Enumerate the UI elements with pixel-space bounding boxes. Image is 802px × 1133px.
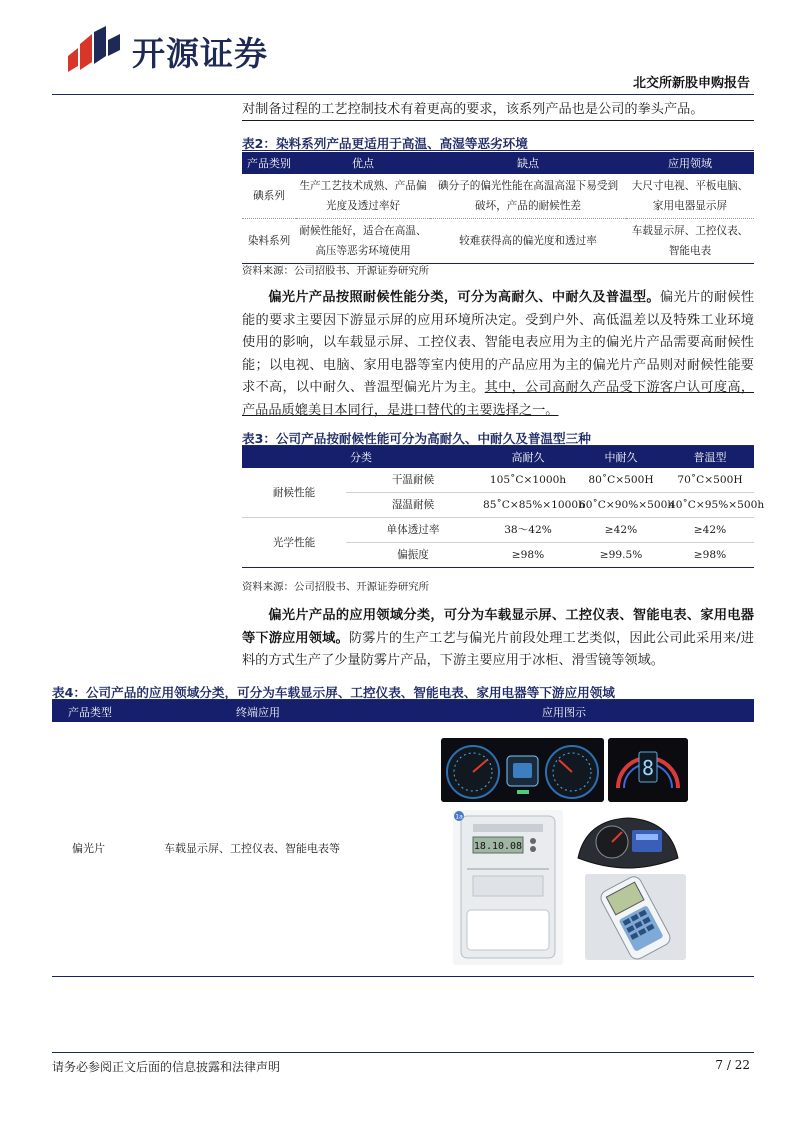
table3-header: 分类 [242, 446, 480, 468]
table2-title-rule [242, 150, 754, 151]
table4-terminal-application: 车载显示屏、工控仪表、智能电表等 [164, 842, 340, 855]
table-row [242, 468, 754, 493]
table-row [242, 219, 754, 264]
motorcycle-meter-image [572, 810, 684, 872]
table-cell: 较难获得高的偏光度和透过率 [430, 219, 626, 264]
table4-header: 应用图示 [542, 706, 586, 719]
cluster-digit: 8 [641, 756, 655, 780]
car-dashboard-image [441, 738, 604, 802]
table4-title: 表4：公司产品的应用领域分类，可分为车载显示屏、工控仪表、智能电表、家用电器等下游应用领域 [52, 685, 615, 700]
intro-text: 对制备过程的工艺控制技术有着更高的要求，该系列产品也是公司的拳头产品。 [242, 102, 704, 117]
table-cell: ≥98% [480, 543, 576, 568]
handheld-terminal-image [585, 874, 686, 960]
table-row [242, 174, 754, 219]
paragraph-body: 防雾片的生产工艺与偏光片前段处理工艺类似，因此公司此采用来/进料的方式生产了少量防雾片产品，下游主要应用于冰柜、滑雪镜等领域。 [242, 630, 754, 668]
meter-badge-text: 1a [455, 813, 463, 821]
paragraph-body: 偏光片的耐候性能的要求主要因下游显示屏的应用环境所决定。受到户外、高低温差以及特殊工业环境使用的影响，以车载显示屏、工控仪表、智能电表应用为主的偏光片产品需要高耐候性能；以电视、电脑、家用电器等室内使用的产品应用为主的偏光片产品则对耐候性能要求不高，以中耐久、普温型偏光片为主。 [242, 290, 755, 395]
paragraph-lead: 偏光片产品按照耐候性能分类，可分为高耐久、中耐久及普温型。 [268, 290, 660, 305]
meter-reading: 18.10.08 [473, 841, 523, 852]
table-cell: 偏振度 [346, 543, 480, 568]
table3 [242, 446, 765, 568]
table2-header: 优点 [296, 152, 430, 174]
table-cell: 40˚C×95%×500h [666, 493, 754, 518]
table-cell: 干温耐候 [346, 468, 480, 493]
table4-header-row [52, 700, 754, 722]
table-cell: ≥42% [576, 518, 666, 543]
header-divider [52, 94, 754, 95]
table-cell: 碘分子的偏光性能在高温高湿下易受到破坏，产品的耐候性差 [430, 174, 626, 219]
table2-header-row [242, 152, 754, 174]
table-cell: 60˚C×90%×500h [576, 493, 666, 518]
table-cell: 70˚C×500H [666, 468, 754, 493]
table-cell: 生产工艺技术成熟、产品偏光度及透过率好 [296, 174, 430, 219]
table-cell: 染料系列 [242, 219, 296, 264]
table-cell: 大尺寸电视、平板电脑、家用电器显示屏 [626, 174, 754, 219]
intro-underline [242, 120, 754, 121]
digital-cluster-image [608, 738, 688, 802]
table2 [242, 152, 754, 264]
table2-title: 表2：染料系列产品更适用于高温、高湿等恶劣环境 [242, 136, 528, 151]
table-cell: 耐候性能好，适合在高温、高压等恶劣环境使用 [296, 219, 430, 264]
table3-category: 耐候性能 [242, 468, 346, 518]
table-cell: 85˚C×85%×1000h [480, 493, 576, 518]
table3-header: 中耐久 [576, 446, 666, 468]
report-type: 北交所新股申购报告 [632, 76, 750, 91]
table-cell: ≥99.5% [576, 543, 666, 568]
table-cell: 车载显示屏、工控仪表、智能电表 [626, 219, 754, 264]
table4-bottom-rule [52, 976, 754, 977]
table-row [242, 518, 754, 543]
table3-category: 光学性能 [242, 518, 346, 568]
table-cell: 单体透过率 [346, 518, 480, 543]
table2-source: 资料来源：公司招股书、开源证券研究所 [242, 265, 430, 277]
table3-header-row [242, 446, 754, 468]
table4-header: 终端应用 [236, 706, 280, 719]
table3-source: 资料来源：公司招股书、开源证券研究所 [242, 581, 430, 593]
table-cell: 碘系列 [242, 174, 296, 219]
table2-header: 缺点 [430, 152, 626, 174]
smart-meter-image [453, 810, 563, 965]
table2-header: 应用领域 [626, 152, 754, 174]
table2-header: 产品类别 [242, 152, 296, 174]
table4-product-type: 偏光片 [72, 842, 105, 855]
table-cell: 湿温耐候 [346, 493, 480, 518]
table-cell: 80˚C×500H [576, 468, 666, 493]
table-cell: 38～42% [480, 518, 576, 543]
table-cell: ≥42% [666, 518, 754, 543]
paragraph-highlight: 其中，公司高耐久产品受下游客户认可度高，产品品质媲美日本同行，是进口替代的主要选择之一。 [242, 380, 755, 418]
logo-text: 开源证券 [132, 34, 268, 73]
kaiyuan-logo-icon [64, 26, 122, 72]
table3-title: 表3：公司产品按耐候性能可分为高耐久、中耐久及普温型三种 [242, 431, 591, 446]
table3-header: 普温型 [666, 446, 754, 468]
paragraph-applications [242, 605, 754, 673]
table4-header: 产品类型 [68, 706, 112, 719]
table-cell: ≥98% [666, 543, 754, 568]
paragraph-durability [242, 287, 754, 422]
paragraph-lead: 偏光片产品的应用领域分类，可分为车载显示屏、工控仪表、智能电表、家用电器等下游应用领域。 [242, 608, 754, 646]
table-cell: 105˚C×1000h [480, 468, 576, 493]
page-number: 7 / 22 [715, 1058, 750, 1072]
footer-divider [52, 1052, 754, 1053]
footer-disclaimer: 请务必参阅正文后面的信息披露和法律声明 [52, 1060, 281, 1074]
table3-header: 高耐久 [480, 446, 576, 468]
